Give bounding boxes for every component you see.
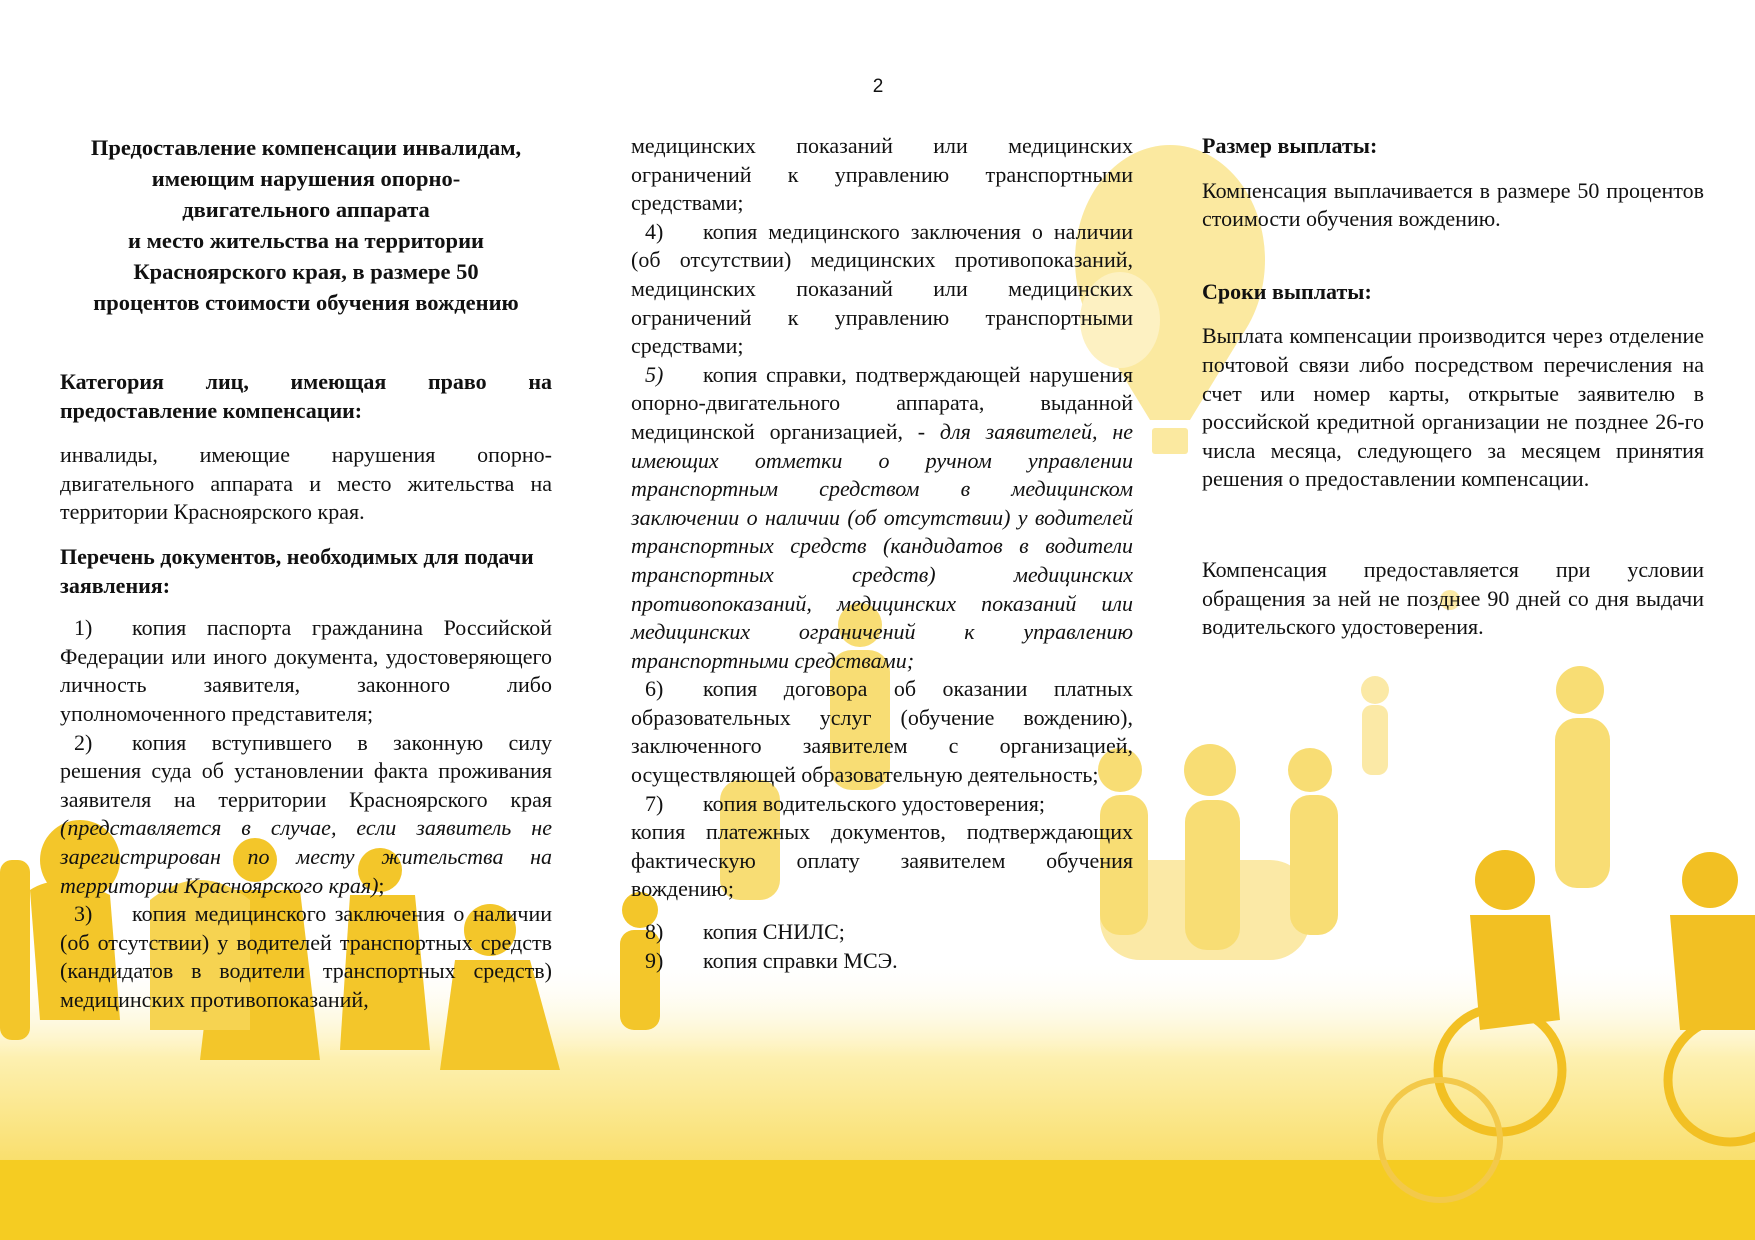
documents-list [60, 614, 552, 1014]
category-title: Категория лиц, имеющая право на предоставление компенсации: [60, 369, 552, 423]
title-line: Красноярского края, в размере 50 [133, 259, 479, 284]
list-item: 6) копия договора об оказании платных образовательных услуг (обучение вождению), заключенного заявителем с организацией, осуществляющей образовательную деятельность; [631, 676, 1133, 788]
column-right [1202, 132, 1704, 642]
column-left [60, 132, 552, 1014]
condition-text: Компенсация предоставляется при условии обращения за ней не позднее 90 дней со дня выдачи водительского удостоверения. [1202, 556, 1704, 640]
terms-title: Сроки выплаты: [1202, 278, 1372, 304]
list-item: 8) копия СНИЛС; [645, 919, 845, 945]
list-item: 7) копия водительского удостоверения; [645, 790, 1046, 816]
column-middle [631, 132, 1133, 975]
title-line: имеющим нарушения опорно- [151, 166, 461, 191]
list-item: 4) копия медицинского заключения о наличии (об отсутствии) медицинских противопоказаний, медицинских показаний или медицинских ограничений к управлению транспортными средствами; [631, 218, 1133, 359]
documents-title: Перечень документов, необходимых для подачи заявления: [60, 543, 534, 598]
list-item: 3) копия медицинского заключения о наличии (об отсутствии) у водителей транспортных средств (кандидатов в водители транспортных средств) медицинских противопоказаний, [60, 901, 552, 1012]
list-item: 1) копия паспорта гражданина Российской Федерации или иного документа, удостоверяющего личность заявителя, законного либо уполномоченного представителя; [60, 615, 552, 726]
amount-text: Компенсация выплачивается в размере 50 процентов стоимости обучения вождению. [1202, 177, 1704, 232]
amount-title: Размер выплаты: [1202, 133, 1378, 158]
page-number: 2 [872, 76, 884, 97]
title-line: двигательного аппарата [182, 197, 430, 222]
list-item: 5) копия справки, подтверждающей нарушения опорно-двигательного аппарата, выданной медицинской организацией, - для заявителей, не имеющих отметки о ручном управлении транспортным средством в медицинском заключении о наличии (об отсутствии) у водителей транспортных средств (кандидатов в водители транспортных средств) медицинских противопоказаний, медицинских показаний или медицинских ограничений к управлению транспортными средствами; [631, 361, 1134, 673]
list-item-continuation: медицинских показаний или медицинских ограничений к управлению транспортными средствами; [631, 133, 1133, 216]
list-item: 2) копия вступившего в законную силу решения суда об установлении факта проживания заявителя на территории Красноярского края (представляется в случае, если заявитель не зарегистрирован по месту жительства на территории Красноярского края); [60, 729, 552, 898]
title-line: и место жительства на территории [127, 228, 484, 253]
list-item: 9) копия справки МСЭ. [645, 947, 898, 973]
payments-item: копия платежных документов, подтверждающих фактическую оплату заявителем обучения вождению; [631, 819, 1133, 902]
terms-text: Выплата компенсации производится через отделение почтовой связи либо посредством перечисления на счет или номер карты, открытые заявителю в российской кредитной организации не позднее 26-го числа месяца, следующего за месяцем принятия решения о предоставлении компенсации. [1202, 323, 1704, 492]
category-text: инвалиды, имеющие нарушения опорно-двигательного аппарата и место жительства на территории Красноярского края. [60, 442, 552, 525]
document-title [60, 132, 552, 318]
title-line: Предоставление компенсации инвалидам, [90, 135, 522, 160]
title-line: процентов стоимости обучения вождению [93, 290, 519, 315]
